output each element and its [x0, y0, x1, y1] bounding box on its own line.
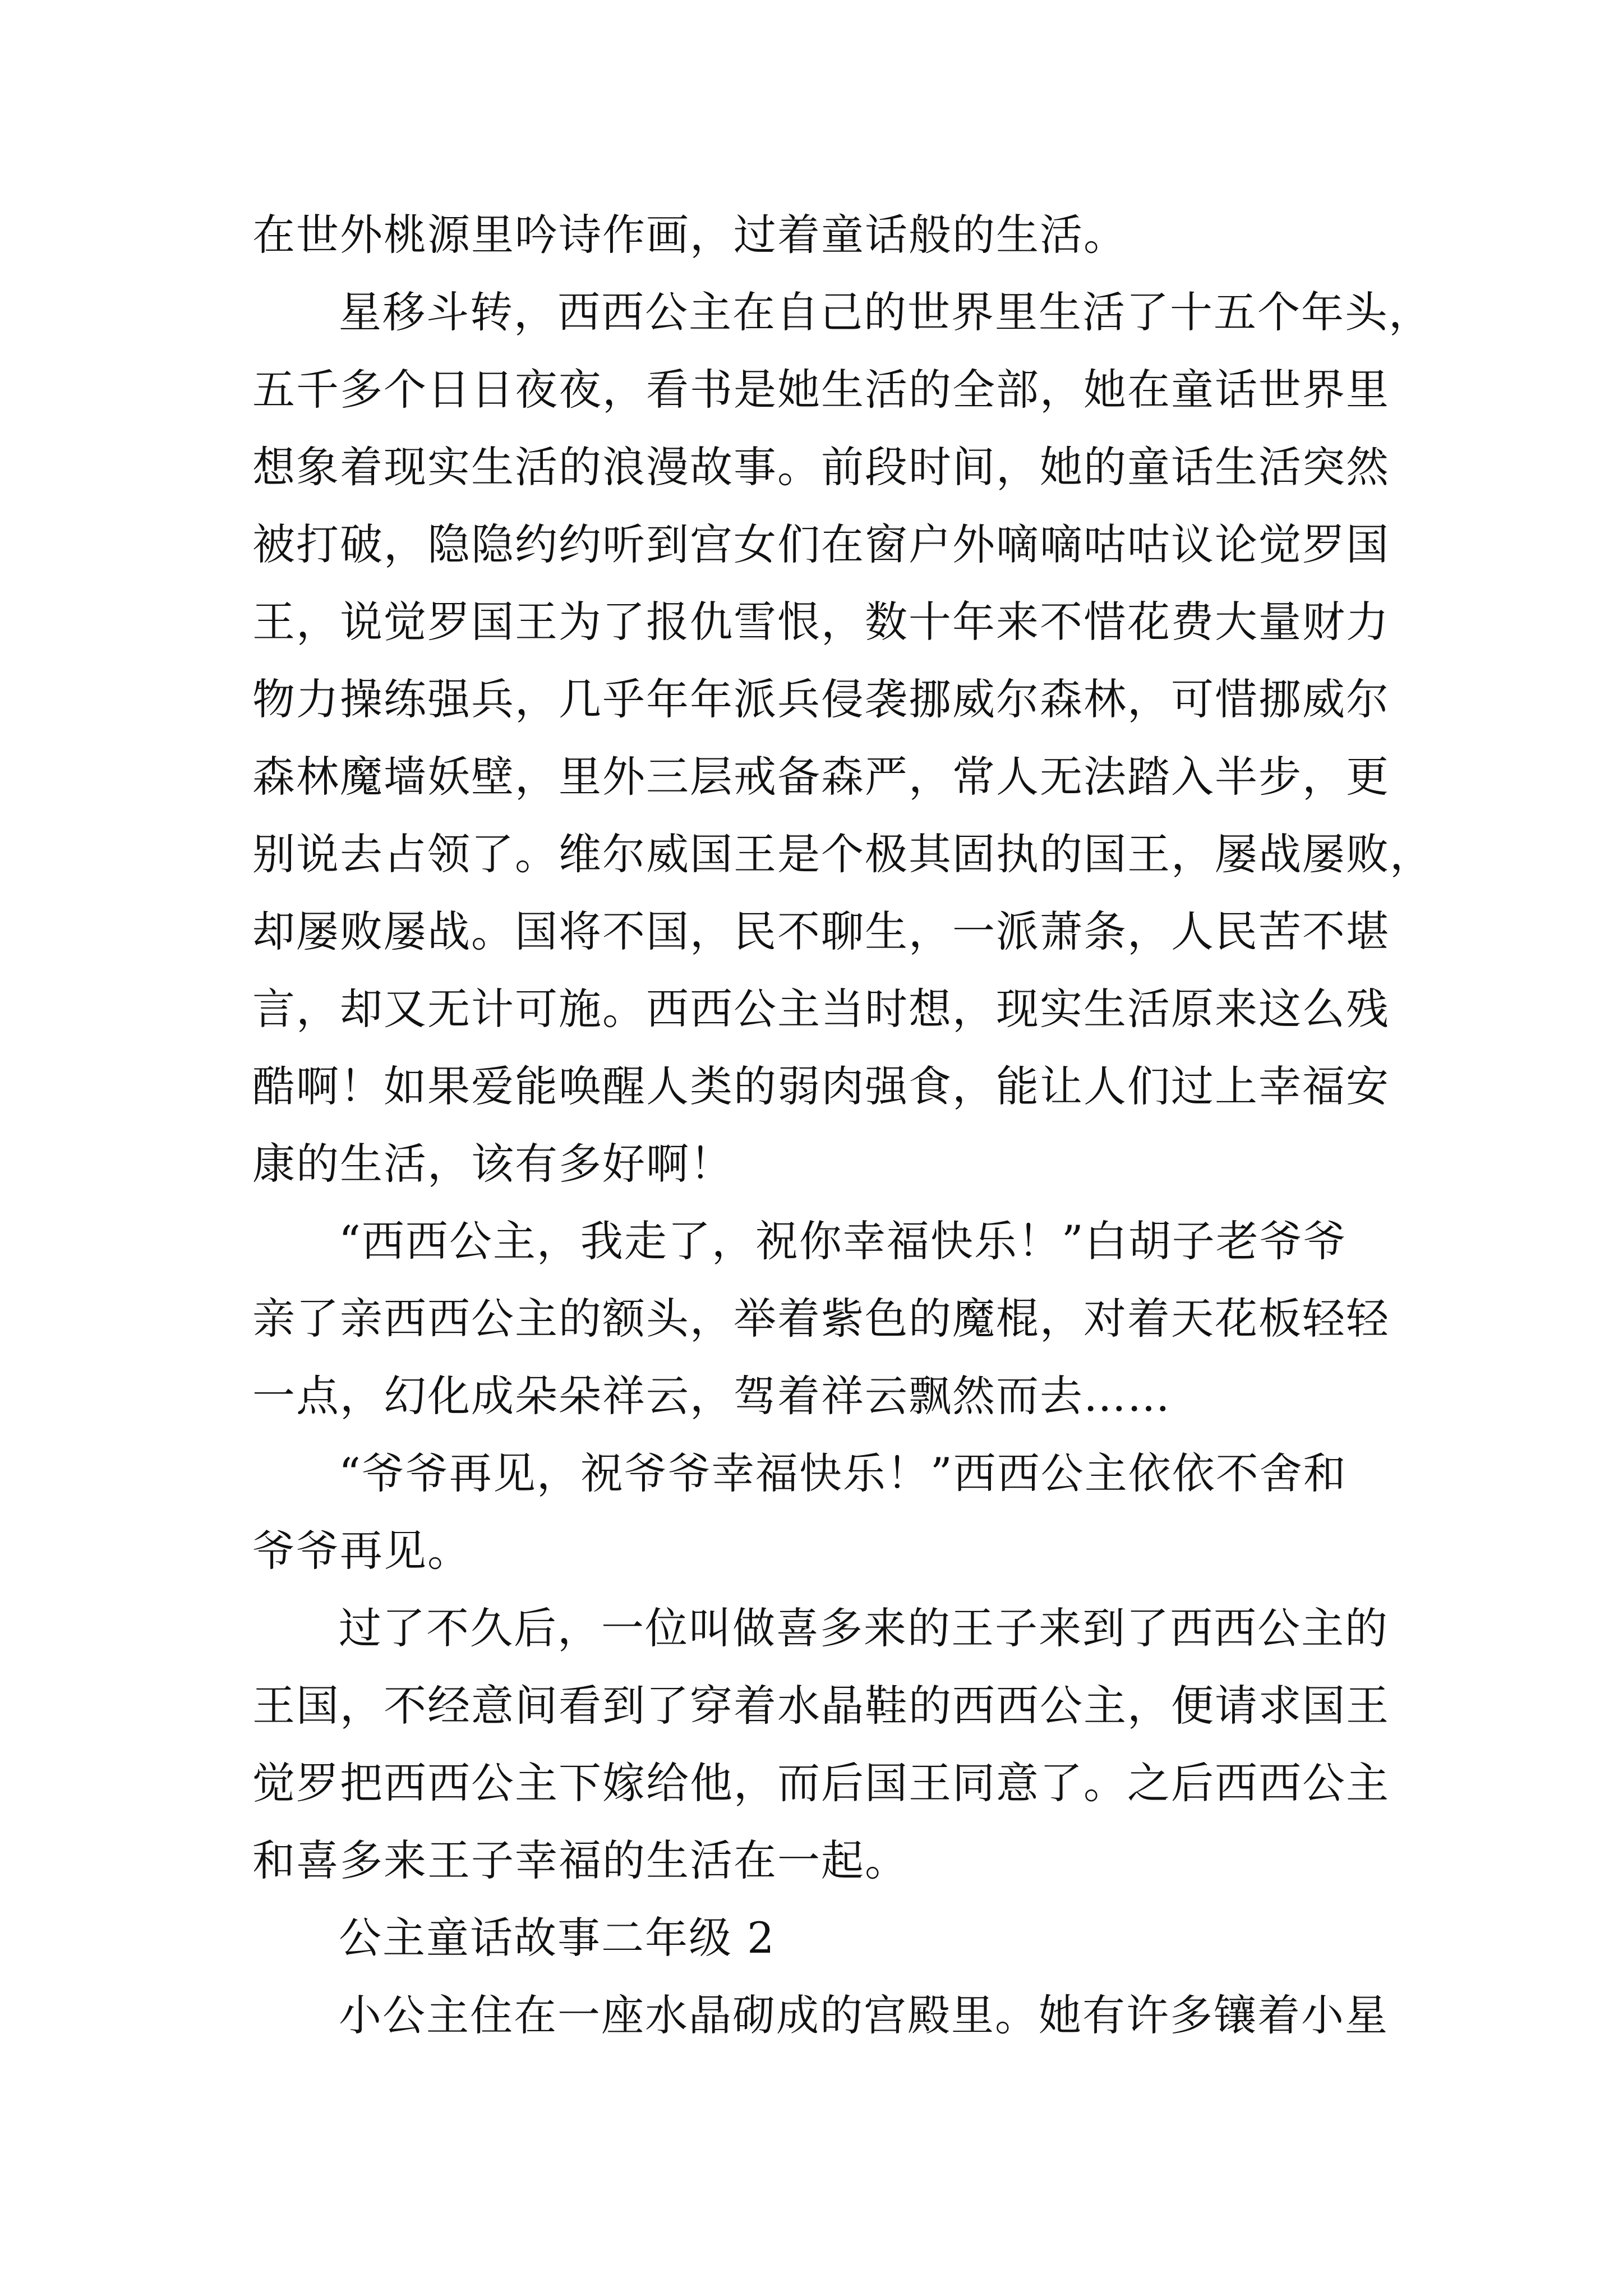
text-line: 过了不久后，一位叫做喜多来的王子来到了西西公主的 — [339, 1603, 1389, 1653]
text-line: 在世外桃源里吟诗作画，过着童话般的生活。 — [252, 210, 1127, 260]
text-line: 五千多个日日夜夜，看书是她生活的全部，她在童话世界里 — [252, 365, 1390, 415]
text-line: 一点，幻化成朵朵祥云，驾着祥云飘然而去…… — [252, 1371, 1171, 1421]
text-line: 王国，不经意间看到了穿着水晶鞋的西西公主，便请求国王 — [252, 1681, 1390, 1731]
text-line: 森林魔墙妖壁，里外三层戒备森严，常人无法踏入半步，更 — [252, 752, 1390, 802]
text-line: 小公主住在一座水晶砌成的宫殿里。她有许多镶着小星 — [339, 1990, 1389, 2040]
text-line: 却屡败屡战。国将不国，民不聊生，一派萧条，人民苦不堪 — [252, 907, 1390, 956]
text-line: 被打破，隐隐约约听到宫女们在窗户外嘀嘀咕咕议论觉罗国 — [252, 519, 1390, 569]
text-line: 爷爷再见。 — [252, 1526, 471, 1576]
body-text — [252, 196, 1433, 2054]
text-line: 公主童话故事二年级 2 — [339, 1913, 776, 1963]
text-line: 和喜多来王子幸福的生活在一起。 — [252, 1835, 909, 1885]
text-line: 酷啊！如果爱能唤醒人类的弱肉强食，能让人们过上幸福安 — [252, 1061, 1390, 1111]
text-line: 物力操练强兵，几乎年年派兵侵袭挪威尔森林，可惜挪威尔 — [252, 674, 1390, 724]
text-line: 星移斗转，西西公主在自己的世界里生活了十五个年头， — [339, 287, 1432, 337]
text-line: “爷爷再见，祝爷爷幸福快乐！”西西公主依依不舍和 — [339, 1448, 1347, 1498]
text-line: 言，却又无计可施。西西公主当时想，现实生活原来这么残 — [252, 984, 1390, 1034]
text-line: 觉罗把西西公主下嫁给他，而后国王同意了。之后西西公主 — [252, 1758, 1390, 1808]
text-line: 王，说觉罗国王为了报仇雪恨，数十年来不惜花费大量财力 — [252, 597, 1390, 647]
text-line: 亲了亲西西公主的额头，举着紫色的魔棍，对着天花板轻轻 — [252, 1294, 1390, 1343]
text-line: 康的生活，该有多好啊！ — [252, 1139, 734, 1189]
text-line: 想象着现实生活的浪漫故事。前段时间，她的童话生活突然 — [252, 442, 1390, 492]
text-line: “西西公主，我走了，祝你幸福快乐！”白胡子老爷爷 — [339, 1216, 1347, 1266]
text-line: 别说去占领了。维尔威国王是个极其固执的国王，屡战屡败， — [252, 829, 1433, 879]
